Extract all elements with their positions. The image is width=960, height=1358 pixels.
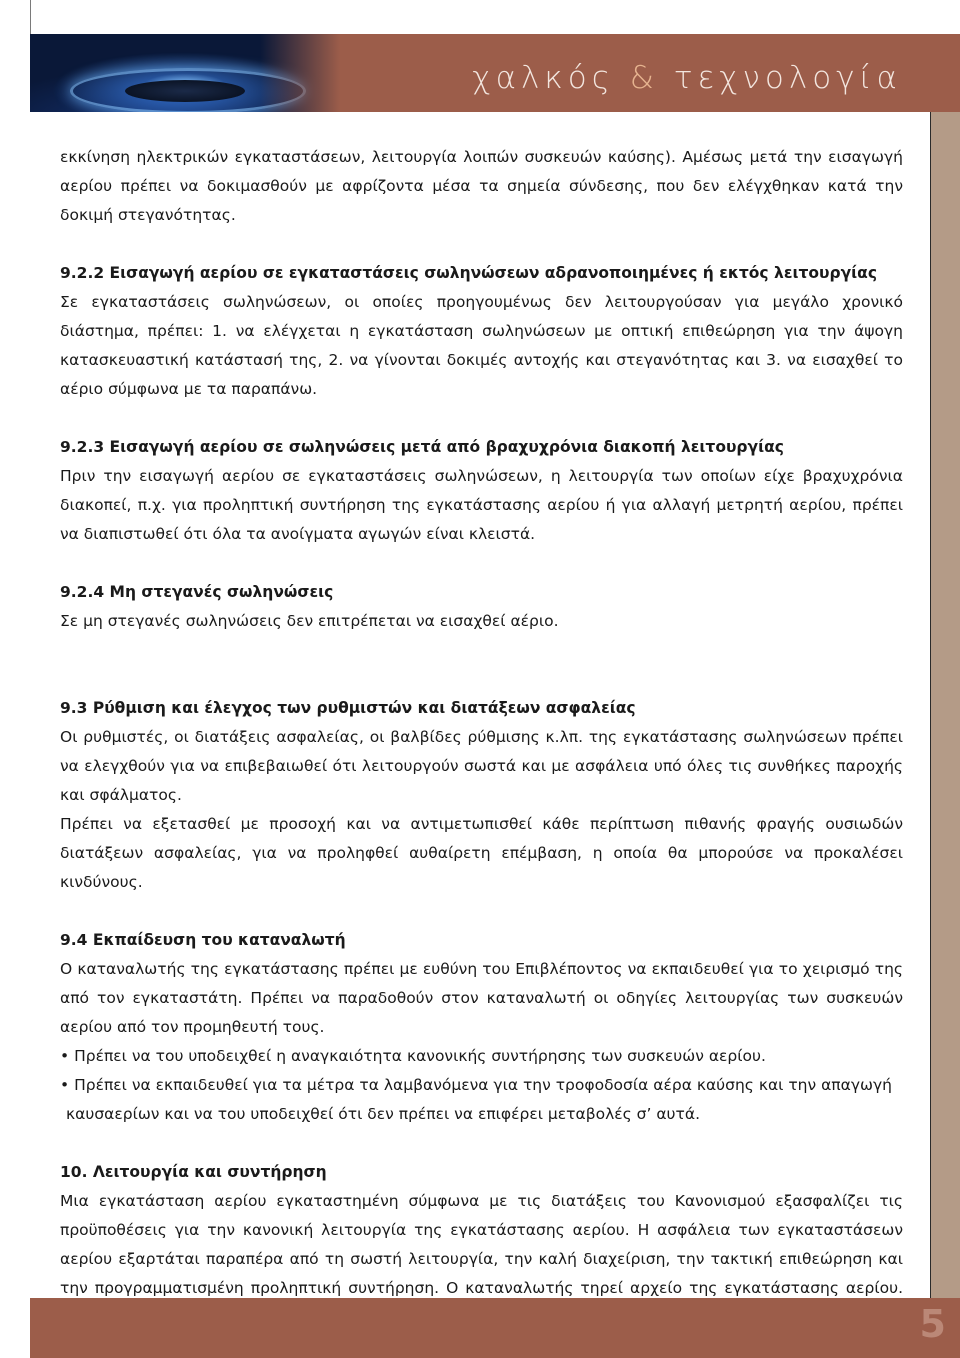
burner-cap bbox=[125, 80, 245, 102]
bullet-item-2: • Πρέπει να εκπαιδευθεί για τα μέτρα τα λαμβανόμενα για την τροφοδοσία αέρα καύσης και την απαγωγή bbox=[60, 1076, 893, 1094]
footer-band bbox=[30, 1298, 960, 1358]
top-left-rule bbox=[30, 0, 31, 34]
heading-9-3: 9.3 Ρύθμιση και έλεγχος των ρυθμιστών και διατάξεων ασφαλείας bbox=[60, 699, 636, 717]
bullet-item-2-continuation: καυσαερίων και να του υποδειχθεί ότι δεν πρέπει να επιφέρει μεταβολές σ’ αυτά. bbox=[66, 1105, 700, 1123]
header-band bbox=[30, 34, 960, 112]
brand-word-2: τεχνολογία bbox=[673, 60, 902, 96]
paragraph-9-2-4: Σε μη στεγανές σωληνώσεις δεν επιτρέπεται να εισαχθεί αέριο. bbox=[60, 612, 559, 630]
right-side-band bbox=[931, 112, 960, 1298]
paragraph-9-3-a: Οι ρυθμιστές, οι διατάξεις ασφαλείας, οι βαλβίδες ρύθμισης κ.λπ. της εγκατάστασης σωληνώσεων πρέπει να ελεγχθούν για να επιβεβαιωθεί ότι λειτουργούν σωστά και με ασφάλεια υπό όλες τις συνθήκες παροχής και σφάλματος. bbox=[60, 728, 903, 804]
brand-title bbox=[472, 60, 902, 96]
paragraph-9-4: Ο καταναλωτής της εγκατάστασης πρέπει με ευθύνη του Επιβλέποντος να εκπαιδευθεί για το χειρισμό της από τον εγκαταστάτη. Πρέπει να παραδοθούν στον καταναλωτή οι οδηγίες λειτουργίας των συσκευών αερίου από τον προμηθευτή τους. bbox=[60, 960, 903, 1036]
page-content bbox=[60, 143, 903, 1332]
heading-9-2-4: 9.2.4 Μη στεγανές σωληνώσεις bbox=[60, 583, 334, 601]
heading-10: 10. Λειτουργία και συντήρηση bbox=[60, 1163, 327, 1181]
paragraph-10: Μια εγκατάσταση αερίου εγκαταστημένη σύμφωνα με τις διατάξεις του Κανονισμού εξασφαλίζει τις προϋποθέσεις για την κανονική λειτουργία της εγκατάστασης αερίου. Η ασφάλεια των εγκαταστάσεων αερίου εξαρτάται παραπέρα από τη σωστή λειτουργία, την καλή διαχείριση, την τακτική επιθεώρηση και την προγραμματισμένη προληπτική συντήρηση. Ο καταναλωτής τηρεί αρχείο της εγκατάστασης αερίου. bbox=[60, 1192, 903, 1297]
brand-ampersand: & bbox=[629, 60, 659, 96]
brand-word-1: χαλκός bbox=[472, 60, 615, 96]
paragraph-intro: εκκίνηση ηλεκτρικών εγκαταστάσεων, λειτουργία λοιπών συσκευών καύσης). Αμέσως μετά την εισαγωγή αερίου πρέπει να δοκιμασθούν με αφρίζοντα μέσα τα σημεία σύνδεσης, που δεν ελέγχθηκαν κατά την δοκιμή στεγανότητας. bbox=[60, 148, 903, 224]
heading-9-2-3: 9.2.3 Εισαγωγή αερίου σε σωληνώσεις μετά από βραχυχρόνια διακοπή λειτουργίας bbox=[60, 438, 784, 456]
photo-fade bbox=[260, 34, 340, 112]
paragraph-9-2-2: Σε εγκαταστάσεις σωληνώσεων, οι οποίες προηγουμένως δεν λειτουργούσαν για μεγάλο χρονικό διάστημα, πρέπει: 1. να ελέγχεται η εγκατάσταση σωληνώσεων με οπτική επιθεώρηση για την άψογη κατασκευαστική κατάστασή της, 2. να γίνονται δοκιμές αντοχής και στεγανότητας και 3. να εισαχθεί το αέριο σύμφωνα με τα παραπάνω. bbox=[60, 293, 903, 398]
bullet-item-1: • Πρέπει να του υποδειχθεί η αναγκαιότητα κανονικής συντήρησης των συσκευών αερίου. bbox=[60, 1047, 766, 1065]
heading-9-2-2: 9.2.2 Εισαγωγή αερίου σε εγκαταστάσεις σωληνώσεων αδρανοποιημένες ή εκτός λειτουργίας bbox=[60, 264, 878, 282]
paragraph-9-3-b: Πρέπει να εξετασθεί με προσοχή και να αντιμετωπισθεί κάθε περίπτωση πιθανής φραγής ουσιωδών διατάξεων ασφαλείας, για να προληφθεί αυθαίρετη επέμβαση, η οποία θα μπορούσε να προκαλέσει κινδύνους. bbox=[60, 815, 903, 891]
page-number: 5 bbox=[919, 1302, 946, 1346]
paragraph-9-2-3: Πριν την εισαγωγή αερίου σε εγκαταστάσεις σωληνώσεων, η λειτουργία των οποίων είχε βραχυχρόνια διακοπεί, π.χ. για προληπτική συντήρηση της εγκατάστασης αερίου ή για αλλαγή μετρητή αερίου, πρέπει να διαπιστωθεί ότι όλα τα ανοίγματα αγωγών είναι κλειστά. bbox=[60, 467, 903, 543]
heading-9-4: 9.4 Εκπαίδευση του καταναλωτή bbox=[60, 931, 346, 949]
